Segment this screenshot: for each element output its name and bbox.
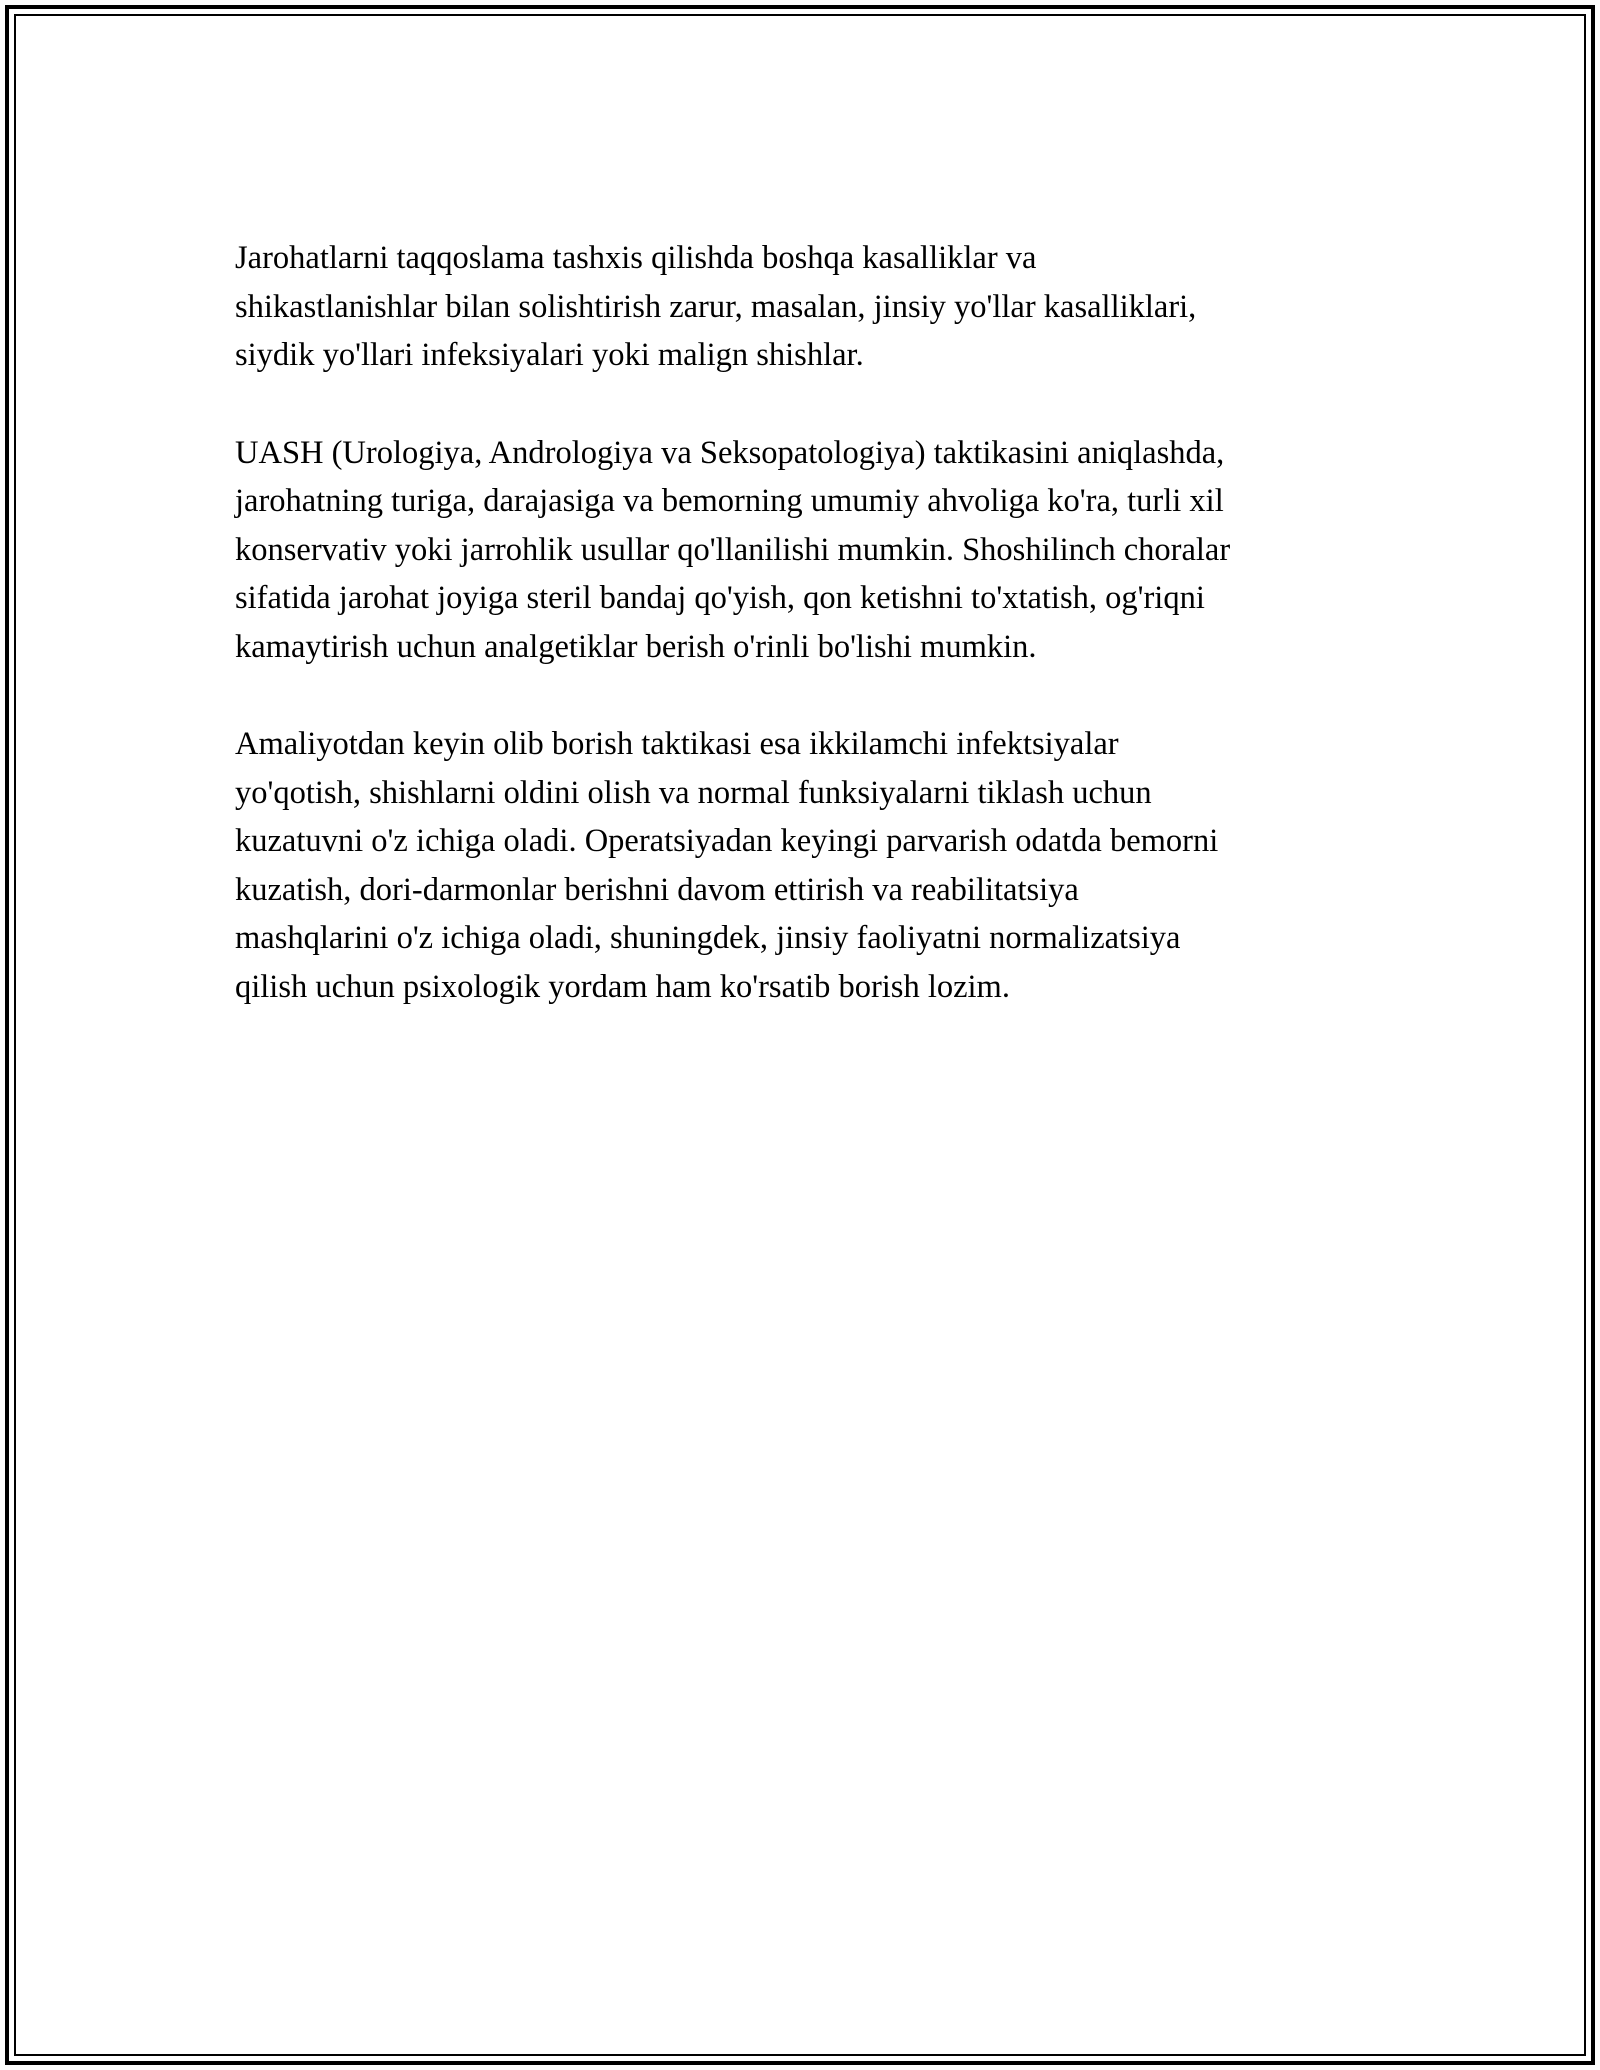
paragraph-uash-tactics [235,429,1375,672]
text-line: siydik yo'llari infeksiyalari yoki malign shishlar. [235,337,864,373]
paragraph-differential-diagnosis [235,234,1375,380]
text-line: kuzatuvni o'z ichiga oladi. Operatsiyadan keyingi parvarish odatda bemorni [235,823,1219,859]
text-line: kuzatish, dori-darmonlar berishni davom ettirish va reabilitatsiya [235,871,1079,908]
text-line: sifatida jarohat joyiga steril bandaj qo'yish, qon ketishni to'xtatish, og'riqni [235,580,1205,616]
text-line: mashqlarini o'z ichiga oladi, shuningdek, jinsiy faoliyatni normalizatsiya [235,920,1181,956]
text-line: yo'qotish, shishlarni oldini olish va normal funksiyalarni tiklash uchun [235,774,1152,811]
text-line: shikastlanishlar bilan solishtirish zarur, masalan, jinsiy yo'llar kasalliklari, [235,288,1197,325]
text-line: UASH (Urologiya, Andrologiya va Seksopatologiya) taktikasini aniqlashda, [235,434,1225,471]
paragraph-postoperative-care [235,720,1375,1011]
text-line: kamaytirish uchun analgetiklar berish o'rinli bo'lishi mumkin. [235,628,1037,665]
text-line: Jarohatlarni taqqoslama tashxis qilishda boshqa kasalliklar va [235,240,1037,276]
text-line: Amaliyotdan keyin olib borish taktikasi esa ikkilamchi infektsiyalar [235,726,1119,762]
text-line: konservativ yoki jarrohlik usullar qo'llanilishi mumkin. Shoshilinch choralar [235,531,1231,568]
document-body [235,234,1375,1060]
text-line: qilish uchun psixologik yordam ham ko'rsatib borish lozim. [235,968,1010,1005]
text-line: jarohatning turiga, darajasiga va bemorning umumiy ahvoliga ko'ra, turli xil [235,483,1224,519]
